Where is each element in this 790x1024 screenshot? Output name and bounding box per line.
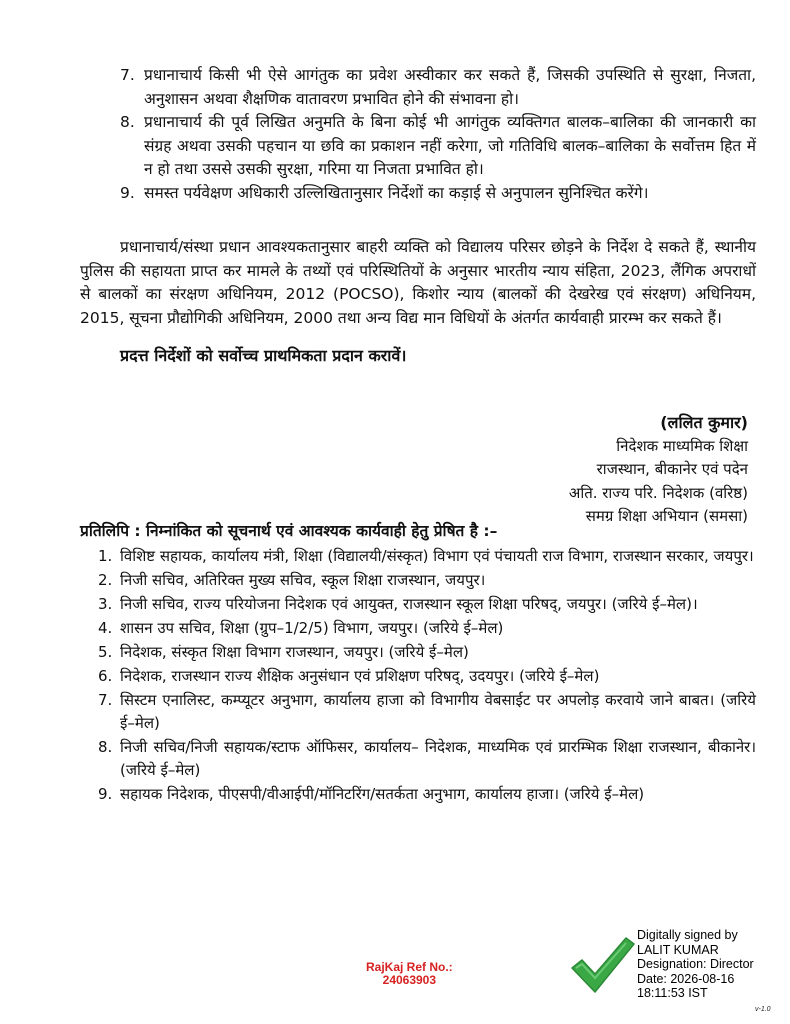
signatory-designation: समग्र शिक्षा अभियान (समसा) xyxy=(585,507,748,525)
item-number: 7. xyxy=(98,691,113,709)
item-number: 2. xyxy=(98,571,113,589)
signatory-designation: राजस्थान, बीकानेर एवं पदेन xyxy=(596,460,748,478)
item-number: 8. xyxy=(98,738,113,756)
signatory-block xyxy=(569,411,748,529)
item-text: निदेशक, राजस्थान राज्य शैक्षिक अनुसंधान एवं प्रशिक्षण परिषद्, उदयपुर। (जरिये ई–मेल) xyxy=(120,667,600,685)
item-number: 7. xyxy=(120,66,135,84)
digsig-signer: LALIT KUMAR xyxy=(637,942,719,957)
item-text: शासन उप सचिव, शिक्षा (ग्रुप–1/2/5) विभाग, जयपुर। (जरिये ई–मेल) xyxy=(120,619,504,637)
digsig-designation: Designation: Director xyxy=(637,957,754,971)
digital-signature-block xyxy=(637,928,754,1001)
item-number: 1. xyxy=(98,547,113,565)
item-text: निजी सचिव, राज्य परियोजना निदेशक एवं आयुक्त, राजस्थान स्कूल शिक्षा परिषद्, जयपुर। (जरिये ई–मेल)। xyxy=(120,595,698,613)
item-number: 9. xyxy=(120,183,135,202)
list-item xyxy=(80,736,756,782)
item-text: सहायक निदेशक, पीएसपी/वीआईपी/मॉनिटरिंग/सतर्कता अनुभाग, कार्यालय हाजा। (जरिये ई–मेल) xyxy=(120,785,645,803)
copy-to-heading: प्रतिलिपि : निम्नांकित को सूचनार्थ एवं आवश्यक कार्यवाही हेतु प्रेषित है :– xyxy=(80,522,498,540)
signatory-name: (ललित कुमार) xyxy=(660,413,748,432)
item-number: 8. xyxy=(120,113,135,131)
item-text: समस्त पर्यवेक्षण अधिकारी उल्लिखितानुसार निर्देशों का कड़ाई से अनुपालन सुनिश्चित करेंगे। xyxy=(144,183,649,202)
item-text: सिस्टम एनालिस्ट, कम्प्यूटर अनुभाग, कार्यालय हाजा को विभागीय वेबसाईट पर अपलोड़ करवाये जाने बाबत। (जरिये ई–मेल) xyxy=(120,691,756,732)
list-item xyxy=(80,641,756,664)
item-number: 9. xyxy=(98,785,113,803)
list-item xyxy=(80,545,756,568)
rajkaj-label: RajKaj Ref No.: xyxy=(366,960,453,974)
copy-to-list xyxy=(80,545,756,807)
instructions-list xyxy=(80,64,756,205)
signatory-designation: अति. राज्य परि. निदेशक (वरिष्ठ) xyxy=(568,483,748,502)
item-number: 4. xyxy=(98,619,113,637)
version-label: v-1.0 xyxy=(755,1006,771,1013)
item-text: निदेशक, संस्कृत शिक्षा विभाग राजस्थान, जयपुर। (जरिये ई–मेल) xyxy=(120,643,469,661)
item-text: प्रधानाचार्य किसी भी ऐसे आगंतुक का प्रवेश अस्वीकार कर सकते हैं, जिसकी उपस्थिति से सुरक्षा, निजता, अनुशासन अथवा शैक्षणिक वातावरण प्रभावित होने की संभावना हो। xyxy=(144,66,756,108)
item-text: विशिष्ट सहायक, कार्यालय मंत्री, शिक्षा (विद्यालयी/संस्कृत) विभाग एवं पंचायती राज विभाग, राजस्थान सरकार, जयपुर। xyxy=(120,547,754,565)
rajkaj-number: 24063903 xyxy=(382,973,437,987)
list-item xyxy=(80,665,756,688)
digsig-time: 18:11:53 IST xyxy=(637,986,708,1000)
list-item xyxy=(80,569,756,592)
item-text: निजी सचिव/निजी सहायक/स्टाफ ऑफिसर, कार्यालय– निदेशक, माध्यमिक एवं प्रारम्भिक शिक्षा राजस्थान, बीकानेर। (जरिये ई–मेल) xyxy=(120,738,756,779)
list-item xyxy=(80,182,756,206)
priority-statement: प्रदत्त निर्देशों को सर्वोच्च प्राथमिकता प्रदान करावें। xyxy=(120,346,407,365)
item-text: प्रधानाचार्य की पूर्व लिखित अनुमति के बिना कोई भी आगंतुक व्यक्तिगत बालक–बालिका की जानकारी का संग्रह अथवा उसकी पहचान या छवि का प्रकाशन नहीं करेगा, जो गतिविधि बालक–बालिका के सर्वोत्तम हित में न हो तथा उससे उसकी सुरक्षा, गरिमा या निजता प्रभावित हो। xyxy=(144,113,756,178)
item-text: निजी सचिव, अतिरिक्त मुख्य सचिव, स्कूल शिक्षा राजस्थान, जयपुर। xyxy=(120,571,486,589)
signatory-designation: निदेशक माध्यमिक शिक्षा xyxy=(616,436,748,455)
digsig-date: Date: 2026-08-16 xyxy=(637,971,735,986)
item-number: 5. xyxy=(98,643,113,661)
list-item xyxy=(80,64,756,111)
list-item xyxy=(80,689,756,735)
directive-paragraph: प्रधानाचार्य/संस्था प्रधान आवश्यकतानुसार बाहरी व्यक्ति को विद्यालय परिसर छोड़ने के निर्देश दे सकते हैं, स्थानीय पुलिस की सहायता प्राप्त कर मामले के तथ्यों एवं परिस्थितियों के अनुसार भारतीय न्याय संहिता, 2023, लैंगिक अपराधों से बालकों का संरक्षण अधिनियम, 2012 (POCSO), किशोर न्याय (बालकों की देखरेख एवं संरक्षण) अधिनियम, 2015, सूचना प्रौद्योगिकी अधिनियम, 2000 तथा अन्य विद्य मान विधियों के अंतर्गत कार्यवाही प्रारम्भ कर सकते हैं। xyxy=(80,238,756,327)
item-number: 6. xyxy=(98,667,113,685)
list-item xyxy=(80,617,756,640)
list-item xyxy=(80,111,756,182)
rajkaj-reference xyxy=(366,961,453,987)
list-item xyxy=(80,783,756,806)
digsig-line: Digitally signed by xyxy=(637,928,738,942)
list-item xyxy=(80,593,756,616)
item-number: 3. xyxy=(98,595,113,613)
checkmark-icon xyxy=(568,934,636,996)
